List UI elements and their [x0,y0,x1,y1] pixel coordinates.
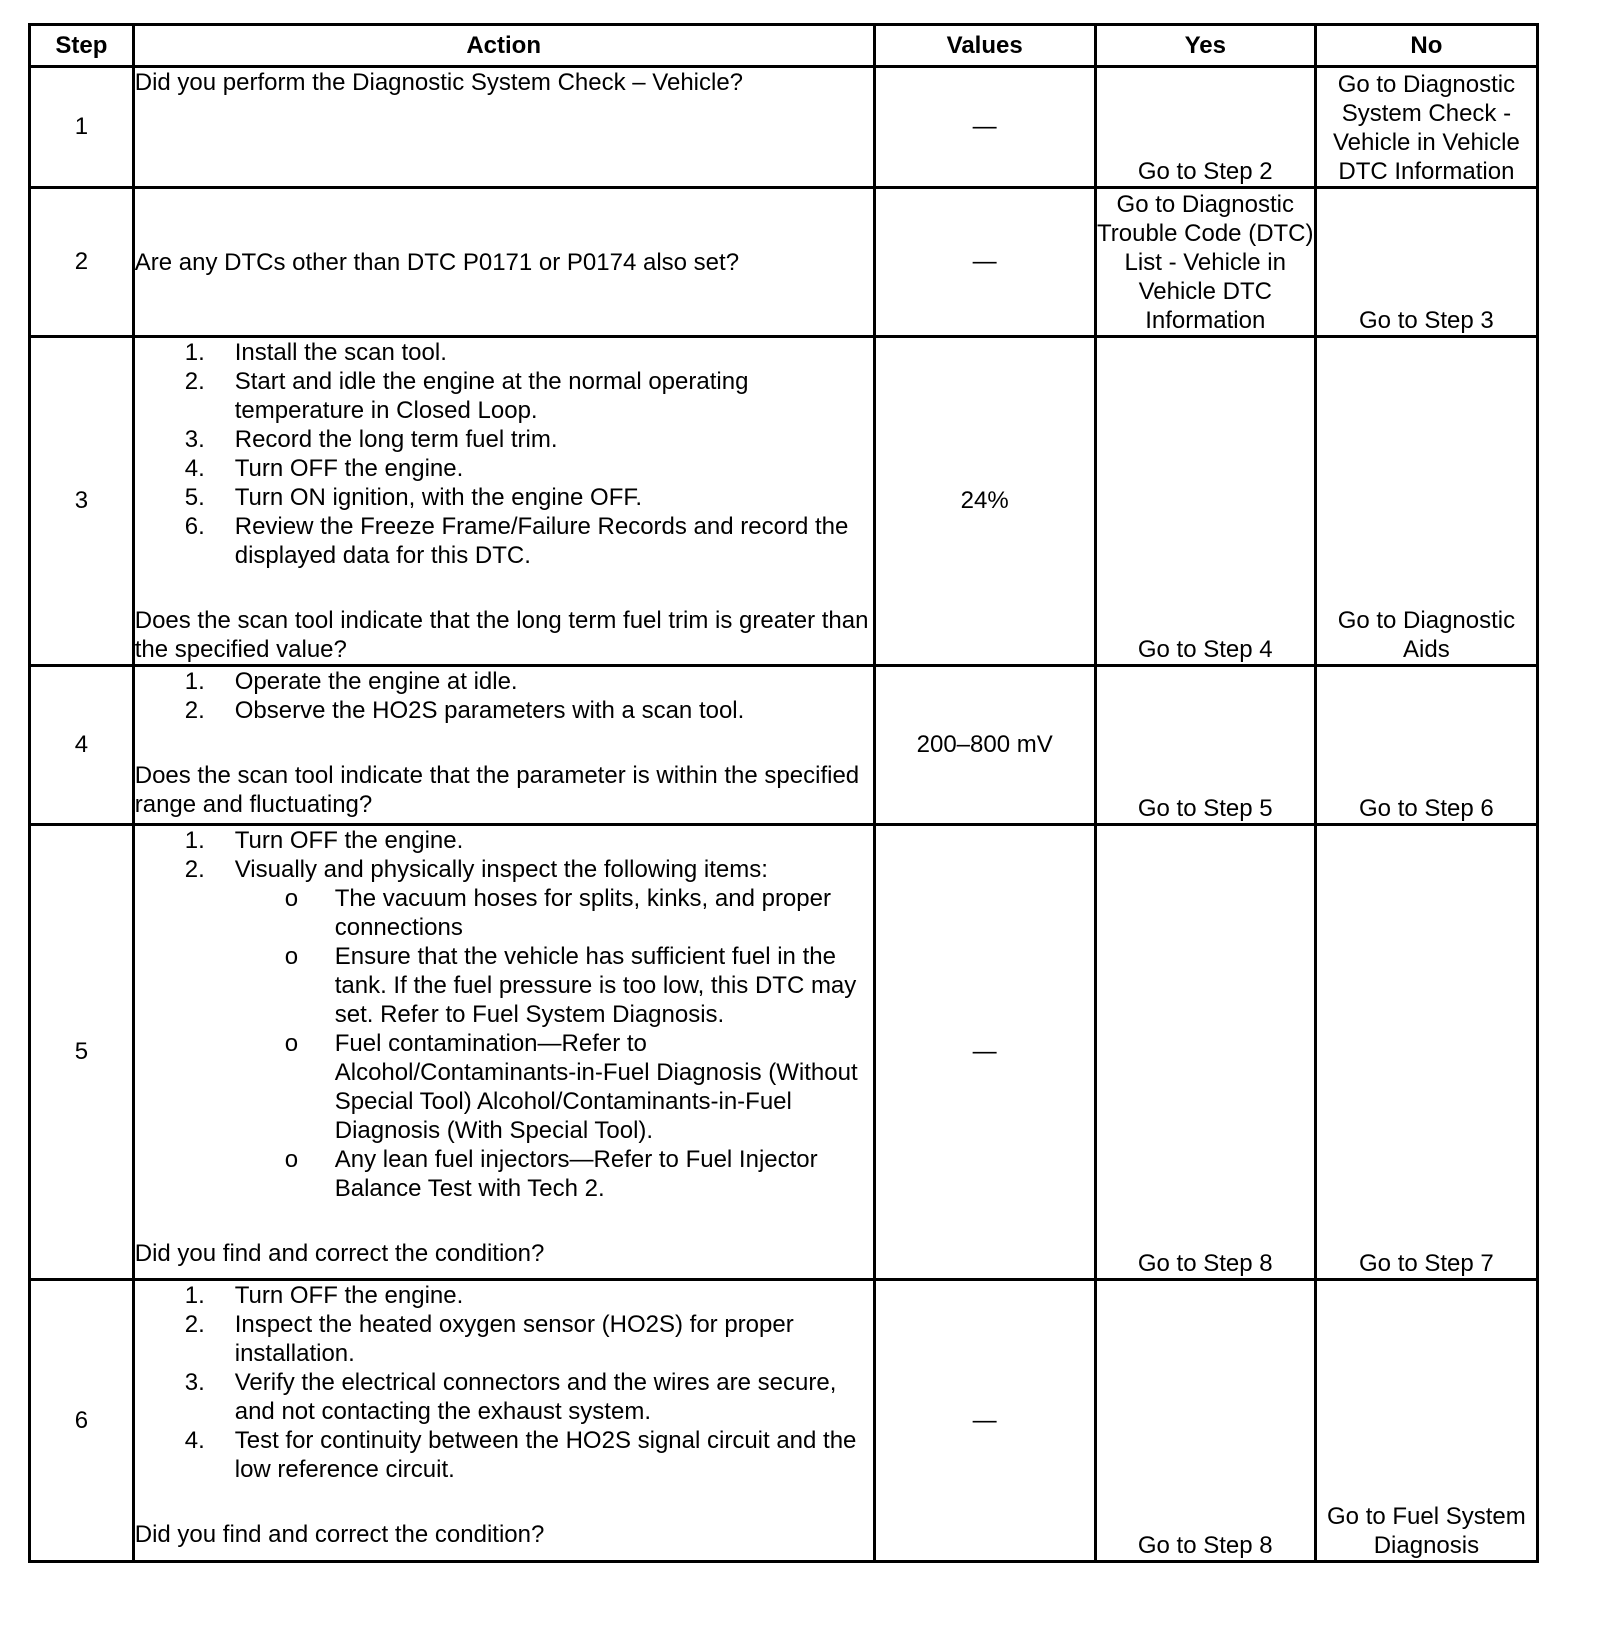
procedure-list [135,338,873,570]
list-item: 1. Install the scan tool. [184,339,447,366]
no-cell: Go to Fuel System Diagnosis [1315,1280,1537,1562]
step-number: 1 [30,67,134,188]
list-item: 2. Observe the HO2S parameters with a scan tool. [184,697,745,724]
value-cell: — [874,67,1095,188]
header-no: No [1315,25,1537,67]
list-item: 1. Turn OFF the engine. [184,1282,464,1309]
table-row [30,666,1538,825]
list-number: 4. [184,1427,205,1454]
table-row [30,67,1538,188]
list-item: 3. Record the long term fuel trim. [184,426,558,453]
action-cell [133,666,874,825]
list-number: 1. [184,827,205,854]
action-cell [133,188,874,337]
action-cell [133,1280,874,1562]
step-number: 4 [30,666,134,825]
value-cell: 200–800 mV [874,666,1095,825]
list-number: 1. [184,668,205,695]
step-number: 3 [30,337,134,666]
list-number: 5. [184,484,205,511]
no-cell: Go to Diagnostic Aids [1315,337,1537,666]
value-cell: — [874,825,1095,1280]
list-item: 5. Turn ON ignition, with the engine OFF. [184,484,643,511]
list-item: 2. Visually and physically inspect the following items: o The vacuum hoses for splits, kinks, and proper connections o Ensure that the vehicle has sufficient fuel in the tank. If the fuel pressure is too low, this DTC may set. Refer to Fuel System Diagnosis. o Fuel contamination—Refer to Alcohol/Contaminants-in-Fuel Diagnosis (Without Special Tool) Alcohol/Contaminants-in-Fuel Diagnosis (With Special Tool). o Any lean fuel injectors—Refer to Fuel Injector Balance Test with Tech 2. [135,855,873,1203]
table-row [30,1280,1538,1562]
list-number: 4. [184,455,205,482]
list-number: 1. [184,1282,205,1309]
sublist-item: o The vacuum hoses for splits, kinks, and proper connections [284,885,831,941]
yes-cell: Go to Step 8 [1095,1280,1315,1562]
list-number: 2. [184,368,205,395]
list-item: 4. Test for continuity between the HO2S signal circuit and the low reference circuit. [184,1427,857,1483]
sublist-item: o Any lean fuel injectors—Refer to Fuel Injector Balance Test with Tech 2. [284,1146,818,1202]
action-question: Are any DTCs other than DTC P0171 or P0174 also set? [134,248,740,276]
list-number: 2. [184,1311,205,1338]
list-item: 2. Inspect the heated oxygen sensor (HO2S) for proper installation. [184,1311,794,1367]
action-question: Did you find and correct the condition? [134,1521,545,1548]
procedure-list [135,667,873,725]
yes-cell: Go to Step 4 [1095,337,1315,666]
value-cell: — [874,1280,1095,1562]
action-question: Did you find and correct the condition? [134,1240,545,1267]
action-cell [133,337,874,666]
yes-cell: Go to Step 8 [1095,825,1315,1280]
yes-cell: Go to Diagnostic Trouble Code (DTC) List - Vehicle in Vehicle DTC Information [1095,188,1315,337]
sublist-item: o Fuel contamination—Refer to Alcohol/Contaminants-in-Fuel Diagnosis (Without Special Tool) Alcohol/Contaminants-in-Fuel Diagnosis (With Special Tool). [284,1030,858,1144]
bullet-icon: o [284,1030,299,1057]
no-cell: Go to Diagnostic System Check - Vehicle in Vehicle DTC Information [1315,67,1537,188]
header-step: Step [30,25,134,67]
list-item: 2. Start and idle the engine at the normal operating temperature in Closed Loop. [184,368,749,424]
action-question: Does the scan tool indicate that the long term fuel trim is greater than the specified value? [134,607,869,663]
table-row [30,337,1538,666]
sublist-item: o Ensure that the vehicle has sufficient fuel in the tank. If the fuel pressure is too low, this DTC may set. Refer to Fuel System Diagnosis. [284,943,857,1028]
list-item: 6. Review the Freeze Frame/Failure Records and record the displayed data for this DTC. [184,513,849,569]
step-number: 2 [30,188,134,337]
header-yes: Yes [1095,25,1315,67]
list-item: 3. Verify the electrical connectors and the wires are secure, and not contacting the exhaust system. [184,1369,837,1425]
header-values: Values [874,25,1095,67]
action-cell [133,825,874,1280]
list-item: 4. Turn OFF the engine. [184,455,464,482]
list-number: 3. [184,1369,205,1396]
action-question: Does the scan tool indicate that the parameter is within the specified range and fluctuating? [134,762,860,818]
yes-cell: Go to Step 2 [1095,67,1315,188]
inspection-sublist [235,884,873,1203]
list-item: 1. Turn OFF the engine. [184,827,464,854]
table-row [30,825,1538,1280]
no-cell: Go to Step 6 [1315,666,1537,825]
list-number: 6. [184,513,205,540]
list-number: 1. [184,339,205,366]
diagnostic-table [28,23,1539,1563]
action-cell [133,67,874,188]
list-item: 1. Operate the engine at idle. [184,668,518,695]
header-action: Action [133,25,874,67]
table-row [30,188,1538,337]
step-number: 6 [30,1280,134,1562]
action-question: Did you perform the Diagnostic System Check – Vehicle? [134,69,744,96]
step-number: 5 [30,825,134,1280]
bullet-icon: o [284,943,299,970]
bullet-icon: o [284,1146,299,1173]
no-cell: Go to Step 7 [1315,825,1537,1280]
list-number: 2. [184,697,205,724]
list-number: 2. [184,856,205,883]
procedure-list [135,826,873,1203]
procedure-list [135,1281,873,1484]
value-cell: — [874,188,1095,337]
no-cell: Go to Step 3 [1315,188,1537,337]
value-cell: 24% [874,337,1095,666]
yes-cell: Go to Step 5 [1095,666,1315,825]
list-number: 3. [184,426,205,453]
header-row [30,25,1538,67]
bullet-icon: o [284,885,299,912]
